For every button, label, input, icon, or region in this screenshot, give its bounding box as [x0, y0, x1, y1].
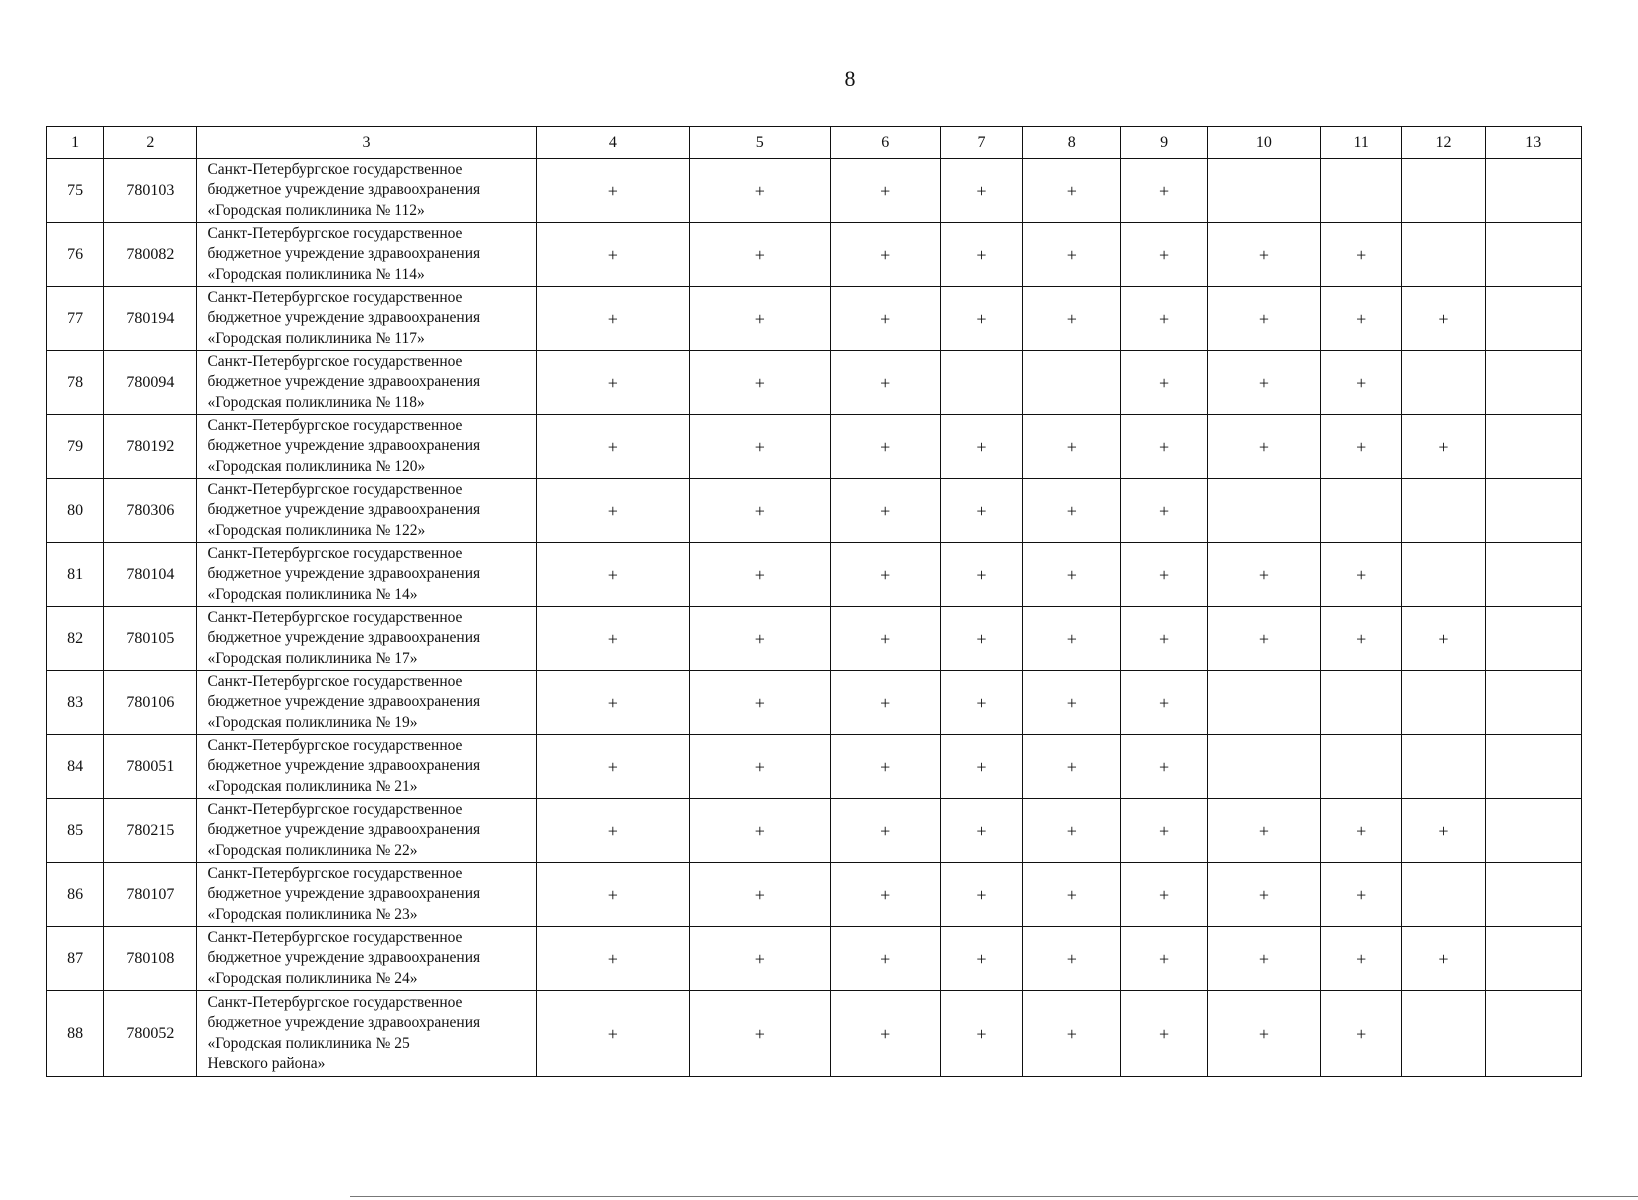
- mark-cell: [1485, 735, 1581, 799]
- mark-cell: +: [690, 607, 830, 671]
- mark-cell: +: [1207, 927, 1320, 991]
- mark-cell: [1402, 543, 1485, 607]
- table-row: [47, 415, 1582, 479]
- table-row: [47, 735, 1582, 799]
- table-row: [47, 351, 1582, 415]
- column-number-row: [47, 127, 1582, 159]
- mark-cell: +: [1023, 863, 1121, 927]
- mark-cell: +: [1207, 863, 1320, 927]
- column-header: 6: [830, 127, 940, 159]
- mark-cell: +: [690, 671, 830, 735]
- facility-name-line: бюджетное учреждение здравоохранения: [207, 501, 481, 519]
- mark-cell: [1485, 607, 1581, 671]
- table-row: [47, 479, 1582, 543]
- mark-cell: +: [830, 479, 940, 543]
- facility-name-line: «Городская поликлиника № 118»: [207, 393, 425, 411]
- facility-name-line: бюджетное учреждение здравоохранения: [207, 1014, 481, 1031]
- mark-cell: +: [1121, 351, 1207, 415]
- mark-cell: +: [690, 159, 830, 223]
- mark-cell: [1207, 671, 1320, 735]
- mark-cell: [1485, 543, 1581, 607]
- mark-cell: +: [1402, 799, 1485, 863]
- mark-cell: +: [1207, 223, 1320, 287]
- mark-cell: +: [830, 159, 940, 223]
- table-row: [47, 223, 1582, 287]
- facility-name-line: бюджетное учреждение здравоохранения: [207, 757, 481, 775]
- mark-cell: +: [536, 735, 690, 799]
- mark-cell: [1485, 479, 1581, 543]
- facility-name-line: «Городская поликлиника № 21»: [207, 777, 418, 795]
- mark-cell: [1485, 223, 1581, 287]
- row-number: 81: [47, 543, 104, 607]
- mark-cell: +: [690, 479, 830, 543]
- facility-code: 780107: [104, 863, 197, 927]
- facility-name-line: бюджетное учреждение здравоохранения: [207, 693, 481, 711]
- mark-cell: +: [536, 159, 690, 223]
- facility-name-line: «Городская поликлиника № 114»: [207, 265, 425, 283]
- mark-cell: +: [536, 991, 690, 1077]
- row-number: 78: [47, 351, 104, 415]
- mark-cell: +: [1402, 607, 1485, 671]
- mark-cell: [1402, 991, 1485, 1077]
- facility-name-line: Санкт-Петербургское государственное: [207, 672, 463, 690]
- facility-code: 780306: [104, 479, 197, 543]
- mark-cell: +: [940, 479, 1022, 543]
- mark-cell: [1402, 479, 1485, 543]
- mark-cell: [1402, 351, 1485, 415]
- table-body: [47, 159, 1582, 1077]
- mark-cell: +: [1121, 223, 1207, 287]
- mark-cell: +: [690, 927, 830, 991]
- mark-cell: +: [536, 607, 690, 671]
- facility-name-line: «Городская поликлиника № 117»: [207, 329, 425, 347]
- mark-cell: [1207, 159, 1320, 223]
- mark-cell: +: [536, 799, 690, 863]
- mark-cell: +: [1207, 287, 1320, 351]
- facility-name-line: «Городская поликлиника № 17»: [207, 649, 418, 667]
- mark-cell: [1321, 671, 1402, 735]
- mark-cell: +: [1207, 607, 1320, 671]
- facility-code: 780105: [104, 607, 197, 671]
- facilities-table: [46, 126, 1582, 1077]
- column-header: 5: [690, 127, 830, 159]
- facility-name-line: Санкт-Петербургское государственное: [207, 736, 463, 754]
- facility-name-line: «Городская поликлиника № 23»: [207, 905, 418, 923]
- mark-cell: +: [536, 287, 690, 351]
- row-number: 87: [47, 927, 104, 991]
- facility-name-line: Санкт-Петербургское государственное: [207, 800, 463, 818]
- mark-cell: +: [1321, 415, 1402, 479]
- facility-name-line: Санкт-Петербургское государственное: [207, 416, 463, 434]
- row-number: 75: [47, 159, 104, 223]
- mark-cell: +: [1402, 287, 1485, 351]
- facility-name-line: бюджетное учреждение здравоохранения: [207, 373, 481, 391]
- facility-code: 780215: [104, 799, 197, 863]
- facility-code: 780192: [104, 415, 197, 479]
- row-number: 88: [47, 991, 104, 1077]
- facility-name-line: Санкт-Петербургское государственное: [207, 288, 463, 306]
- mark-cell: +: [830, 607, 940, 671]
- facility-name: [197, 479, 536, 543]
- facility-name-line: бюджетное учреждение здравоохранения: [207, 821, 481, 839]
- row-number: 85: [47, 799, 104, 863]
- mark-cell: +: [830, 351, 940, 415]
- mark-cell: +: [1321, 607, 1402, 671]
- facility-name: [197, 671, 536, 735]
- facility-name-line: бюджетное учреждение здравоохранения: [207, 245, 481, 263]
- column-header: 13: [1485, 127, 1581, 159]
- facility-name: [197, 223, 536, 287]
- facility-name-line: Невского района»: [207, 1055, 326, 1072]
- mark-cell: +: [1121, 671, 1207, 735]
- facility-name-line: бюджетное учреждение здравоохранения: [207, 629, 481, 647]
- mark-cell: +: [940, 799, 1022, 863]
- mark-cell: +: [690, 863, 830, 927]
- mark-cell: +: [1023, 159, 1121, 223]
- mark-cell: +: [1207, 415, 1320, 479]
- facility-name: [197, 735, 536, 799]
- mark-cell: +: [536, 671, 690, 735]
- mark-cell: +: [1023, 927, 1121, 991]
- mark-cell: +: [1207, 799, 1320, 863]
- mark-cell: +: [1121, 927, 1207, 991]
- mark-cell: +: [1121, 799, 1207, 863]
- mark-cell: +: [1023, 799, 1121, 863]
- facility-name-line: Санкт-Петербургское государственное: [207, 352, 463, 370]
- facility-name-line: Санкт-Петербургское государственное: [207, 480, 463, 498]
- mark-cell: [1402, 735, 1485, 799]
- mark-cell: +: [1207, 991, 1320, 1077]
- facility-name-line: «Городская поликлиника № 19»: [207, 713, 418, 731]
- mark-cell: +: [830, 223, 940, 287]
- facility-name: [197, 287, 536, 351]
- facility-name-line: «Городская поликлиника № 22»: [207, 841, 418, 859]
- mark-cell: [1207, 735, 1320, 799]
- mark-cell: +: [1121, 159, 1207, 223]
- facility-name-line: Санкт-Петербургское государственное: [207, 993, 463, 1011]
- mark-cell: +: [536, 863, 690, 927]
- mark-cell: +: [1121, 607, 1207, 671]
- column-header: 10: [1207, 127, 1320, 159]
- mark-cell: +: [536, 927, 690, 991]
- mark-cell: +: [536, 351, 690, 415]
- facility-name-line: бюджетное учреждение здравоохранения: [207, 949, 481, 967]
- mark-cell: +: [1023, 671, 1121, 735]
- row-number: 76: [47, 223, 104, 287]
- mark-cell: [1485, 863, 1581, 927]
- facility-name: [197, 927, 536, 991]
- row-number: 86: [47, 863, 104, 927]
- page-number: 8: [844, 66, 856, 91]
- table-row: [47, 159, 1582, 223]
- mark-cell: +: [830, 735, 940, 799]
- column-header: 9: [1121, 127, 1207, 159]
- mark-cell: [1485, 351, 1581, 415]
- facility-code: 780094: [104, 351, 197, 415]
- mark-cell: +: [1023, 287, 1121, 351]
- mark-cell: +: [1207, 351, 1320, 415]
- facility-name-line: «Городская поликлиника № 120»: [207, 457, 426, 475]
- mark-cell: +: [1023, 543, 1121, 607]
- bottom-rule: [350, 1196, 1638, 1197]
- column-header: 11: [1321, 127, 1402, 159]
- facility-name: [197, 607, 536, 671]
- table-row: [47, 799, 1582, 863]
- mark-cell: +: [940, 223, 1022, 287]
- row-number: 82: [47, 607, 104, 671]
- mark-cell: +: [1321, 351, 1402, 415]
- facility-name: [197, 159, 536, 223]
- mark-cell: +: [1121, 287, 1207, 351]
- mark-cell: +: [940, 159, 1022, 223]
- row-number: 79: [47, 415, 104, 479]
- mark-cell: +: [1402, 927, 1485, 991]
- facility-name: [197, 863, 536, 927]
- mark-cell: +: [1023, 415, 1121, 479]
- mark-cell: [1485, 159, 1581, 223]
- facility-name-line: бюджетное учреждение здравоохранения: [207, 309, 481, 327]
- mark-cell: [940, 351, 1022, 415]
- facility-name-line: Санкт-Петербургское государственное: [207, 608, 463, 626]
- facility-name-line: бюджетное учреждение здравоохранения: [207, 437, 481, 455]
- row-number: 77: [47, 287, 104, 351]
- mark-cell: +: [1121, 543, 1207, 607]
- facility-name-line: бюджетное учреждение здравоохранения: [207, 181, 481, 199]
- mark-cell: +: [536, 223, 690, 287]
- mark-cell: [1485, 927, 1581, 991]
- mark-cell: +: [830, 671, 940, 735]
- mark-cell: +: [1321, 287, 1402, 351]
- mark-cell: [1402, 863, 1485, 927]
- facility-code: 780106: [104, 671, 197, 735]
- mark-cell: +: [940, 543, 1022, 607]
- mark-cell: +: [1023, 223, 1121, 287]
- mark-cell: +: [830, 799, 940, 863]
- mark-cell: +: [830, 927, 940, 991]
- mark-cell: +: [830, 991, 940, 1077]
- mark-cell: +: [1121, 479, 1207, 543]
- mark-cell: +: [1121, 863, 1207, 927]
- facility-name-line: Санкт-Петербургское государственное: [207, 544, 463, 562]
- mark-cell: +: [940, 415, 1022, 479]
- facility-name-line: «Городская поликлиника № 14»: [207, 585, 418, 603]
- mark-cell: +: [1321, 927, 1402, 991]
- facility-code: 780052: [104, 991, 197, 1077]
- mark-cell: [1485, 415, 1581, 479]
- facility-name-line: «Городская поликлиника № 112»: [207, 201, 425, 219]
- mark-cell: +: [536, 479, 690, 543]
- mark-cell: +: [1023, 991, 1121, 1077]
- column-header: 7: [940, 127, 1022, 159]
- facility-name-line: бюджетное учреждение здравоохранения: [207, 565, 481, 583]
- mark-cell: [1485, 991, 1581, 1077]
- mark-cell: +: [830, 287, 940, 351]
- mark-cell: +: [1321, 863, 1402, 927]
- facility-code: 780082: [104, 223, 197, 287]
- facility-name-line: «Городская поликлиника № 122»: [207, 521, 426, 539]
- column-header: 12: [1402, 127, 1485, 159]
- facility-name: [197, 415, 536, 479]
- row-number: 83: [47, 671, 104, 735]
- mark-cell: +: [690, 735, 830, 799]
- table-row: [47, 671, 1582, 735]
- mark-cell: +: [536, 415, 690, 479]
- table-row: [47, 863, 1582, 927]
- facility-name: [197, 543, 536, 607]
- column-header: 3: [197, 127, 536, 159]
- mark-cell: +: [830, 415, 940, 479]
- mark-cell: [1485, 799, 1581, 863]
- column-header: 1: [47, 127, 104, 159]
- mark-cell: +: [690, 287, 830, 351]
- mark-cell: +: [536, 543, 690, 607]
- facility-name-line: Санкт-Петербургское государственное: [207, 160, 463, 178]
- column-header: 8: [1023, 127, 1121, 159]
- facility-name: [197, 991, 536, 1077]
- mark-cell: +: [940, 927, 1022, 991]
- mark-cell: +: [690, 415, 830, 479]
- mark-cell: [1321, 735, 1402, 799]
- column-header: 4: [536, 127, 690, 159]
- mark-cell: +: [690, 991, 830, 1077]
- table-row: [47, 991, 1582, 1077]
- mark-cell: [1321, 159, 1402, 223]
- mark-cell: +: [1402, 415, 1485, 479]
- facility-code: 780104: [104, 543, 197, 607]
- mark-cell: +: [1321, 223, 1402, 287]
- facility-name-line: «Городская поликлиника № 24»: [207, 969, 418, 987]
- facility-name-line: «Городская поликлиника № 25: [207, 1034, 410, 1052]
- mark-cell: +: [1121, 415, 1207, 479]
- mark-cell: [1321, 479, 1402, 543]
- mark-cell: [1485, 671, 1581, 735]
- facility-name: [197, 799, 536, 863]
- mark-cell: +: [1321, 799, 1402, 863]
- table-row: [47, 607, 1582, 671]
- mark-cell: +: [1321, 991, 1402, 1077]
- row-number: 80: [47, 479, 104, 543]
- mark-cell: +: [690, 543, 830, 607]
- mark-cell: +: [940, 287, 1022, 351]
- mark-cell: [1485, 287, 1581, 351]
- facility-name-line: бюджетное учреждение здравоохранения: [207, 885, 481, 903]
- mark-cell: +: [1321, 543, 1402, 607]
- table-row: [47, 543, 1582, 607]
- mark-cell: +: [1023, 479, 1121, 543]
- column-header: 2: [104, 127, 197, 159]
- mark-cell: +: [830, 863, 940, 927]
- facility-name-line: Санкт-Петербургское государственное: [207, 224, 463, 242]
- mark-cell: +: [1207, 543, 1320, 607]
- mark-cell: [1207, 479, 1320, 543]
- facility-code: 780051: [104, 735, 197, 799]
- mark-cell: +: [830, 543, 940, 607]
- mark-cell: +: [940, 607, 1022, 671]
- mark-cell: [1023, 351, 1121, 415]
- mark-cell: +: [940, 671, 1022, 735]
- mark-cell: +: [940, 863, 1022, 927]
- facility-name-line: Санкт-Петербургское государственное: [207, 928, 463, 946]
- mark-cell: +: [1121, 991, 1207, 1077]
- facility-code: 780108: [104, 927, 197, 991]
- facility-code: 780103: [104, 159, 197, 223]
- mark-cell: +: [1023, 607, 1121, 671]
- mark-cell: +: [1121, 735, 1207, 799]
- mark-cell: +: [690, 223, 830, 287]
- mark-cell: +: [940, 735, 1022, 799]
- facility-name: [197, 351, 536, 415]
- mark-cell: [1402, 159, 1485, 223]
- facility-name-line: Санкт-Петербургское государственное: [207, 864, 463, 882]
- mark-cell: +: [690, 351, 830, 415]
- row-number: 84: [47, 735, 104, 799]
- table-row: [47, 927, 1582, 991]
- table-row: [47, 287, 1582, 351]
- mark-cell: +: [940, 991, 1022, 1077]
- mark-cell: +: [690, 799, 830, 863]
- facility-code: 780194: [104, 287, 197, 351]
- mark-cell: [1402, 223, 1485, 287]
- mark-cell: [1402, 671, 1485, 735]
- mark-cell: +: [1023, 735, 1121, 799]
